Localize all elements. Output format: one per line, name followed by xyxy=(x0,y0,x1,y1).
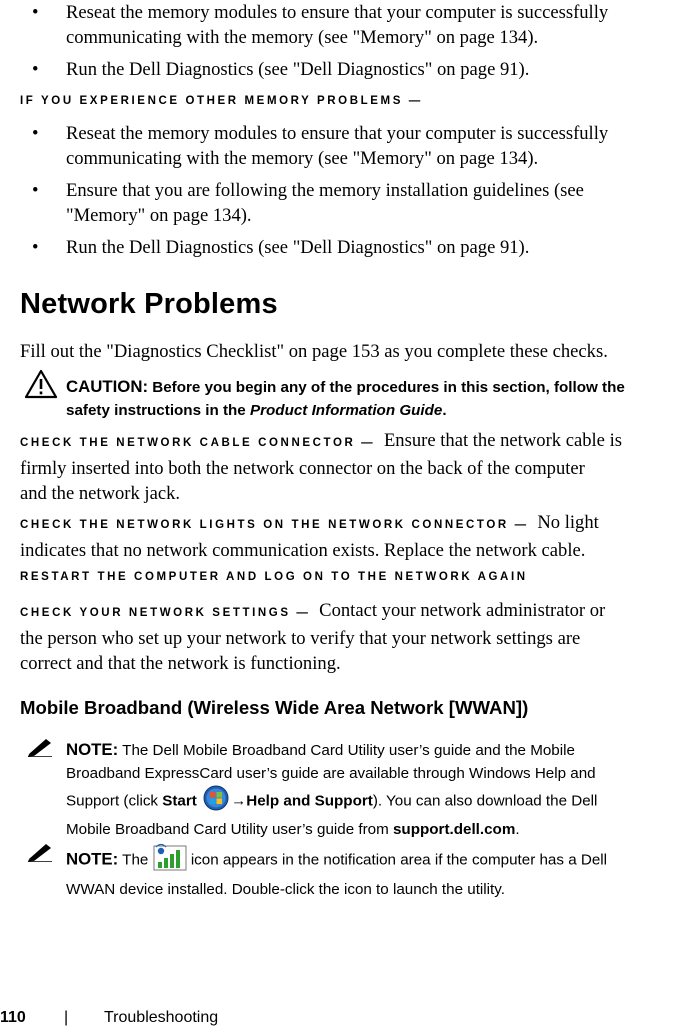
list-item-line: "Memory" on page 134). xyxy=(66,205,252,226)
list-item xyxy=(66,57,680,82)
check-heading: CHECK THE NETWORK LIGHTS ON THE NETWORK CONNECTOR — xyxy=(20,519,529,531)
note-text: Support (click xyxy=(66,792,163,810)
note-text: . xyxy=(515,821,520,838)
note-label: NOTE: xyxy=(66,740,119,759)
check-network-lights xyxy=(20,510,683,563)
list-item-line: Reseat the memory modules to ensure that your computer is successfully xyxy=(66,123,609,144)
list-item-line: Run the Dell Diagnostics (see "Dell Diagnostics" on page 91). xyxy=(66,237,530,258)
page-number: 110 xyxy=(0,1009,26,1026)
check-text: No light xyxy=(537,512,599,533)
note-label: NOTE: xyxy=(66,849,119,869)
check-network-cable xyxy=(20,428,683,506)
note-text: The xyxy=(122,851,149,869)
check-network-settings xyxy=(20,598,683,676)
caution-text: safety instructions in the xyxy=(66,402,250,419)
check-heading: CHECK YOUR NETWORK SETTINGS — xyxy=(20,607,311,619)
bullet-dot: • xyxy=(32,2,39,23)
bullet-dot: • xyxy=(32,237,39,258)
caution-triangle-icon xyxy=(24,369,58,404)
list-item-line: Ensure that you are following the memory installation guidelines (see xyxy=(66,180,584,201)
check-text: firmly inserted into both the network connector on the back of the computer xyxy=(20,458,585,479)
section-heading-other-memory: IF YOU EXPERIENCE OTHER MEMORY PROBLEMS — xyxy=(20,95,423,107)
bullet-dot: • xyxy=(32,59,39,80)
note-text: WWAN device installed. Double-click the icon to launch the utility. xyxy=(66,881,505,898)
check-text: and the network jack. xyxy=(20,483,181,504)
footer-section-title: Troubleshooting xyxy=(104,1009,219,1026)
page-title: Network Problems xyxy=(20,288,278,320)
section-heading-mobile-broadband: Mobile Broadband (Wireless Wide Area Network [WWAN]) xyxy=(20,697,529,718)
list-item xyxy=(66,178,680,228)
check-text: the person who set up your network to verify that your network settings are xyxy=(20,628,581,649)
caution-label: CAUTION: xyxy=(66,377,149,396)
note-text: Broadband ExpressCard user’s guide are available through Windows Help and xyxy=(66,765,596,782)
list-item xyxy=(66,121,680,171)
note-text: The Dell Mobile Broadband Card Utility user’s guide and the Mobile xyxy=(122,742,575,759)
bullet-dot: • xyxy=(32,123,39,144)
list-item xyxy=(66,0,680,50)
check-heading: CHECK THE NETWORK CABLE CONNECTOR — xyxy=(20,437,376,449)
restart-heading: RESTART THE COMPUTER AND LOG ON TO THE NETWORK AGAIN xyxy=(20,571,528,583)
list-item-line: Run the Dell Diagnostics (see "Dell Diagnostics" on page 91). xyxy=(66,59,530,80)
caution-block xyxy=(66,375,625,422)
note-text: Mobile Broadband Card Utility user’s guide from xyxy=(66,821,393,838)
note-block xyxy=(66,843,607,901)
caution-text: Before you begin any of the procedures in this section, follow the xyxy=(152,379,625,396)
network-intro: Fill out the "Diagnostics Checklist" on page 153 as you complete these checks. xyxy=(20,341,608,362)
list-item-line: communicating with the memory (see "Memory" on page 134). xyxy=(66,27,539,48)
list-item-line: Reseat the memory modules to ensure that your computer is successfully xyxy=(66,2,609,23)
caution-guide-title: Product Information Guide xyxy=(249,402,443,419)
bullet-dot: • xyxy=(32,180,39,201)
note-text: ). You can also download the Dell xyxy=(372,792,598,810)
start-menu-ref: Start xyxy=(162,792,197,810)
check-text: indicates that no network communication exists. Replace the network cable. xyxy=(20,540,586,561)
note-pencil-icon xyxy=(26,737,54,762)
list-item-line: communicating with the memory (see "Memory" on page 134). xyxy=(66,148,539,169)
check-text: Contact your network administrator or xyxy=(319,600,606,621)
list-item xyxy=(66,235,680,260)
check-text: Ensure that the network cable is xyxy=(383,430,622,451)
arrow-glyph: → xyxy=(231,792,247,810)
support-link[interactable]: support.dell.com xyxy=(392,821,516,838)
check-text: correct and that the network is functioning. xyxy=(20,653,341,674)
note-pencil-icon xyxy=(26,842,54,867)
wwan-signal-icon xyxy=(153,843,187,878)
help-support-ref: Help and Support xyxy=(246,792,373,810)
note-block xyxy=(66,738,597,841)
windows-start-orb-icon xyxy=(201,785,231,818)
footer-separator: | xyxy=(64,1009,69,1026)
note-text: icon appears in the notification area if the computer has a Dell xyxy=(190,851,608,869)
caution-text: . xyxy=(442,402,447,419)
